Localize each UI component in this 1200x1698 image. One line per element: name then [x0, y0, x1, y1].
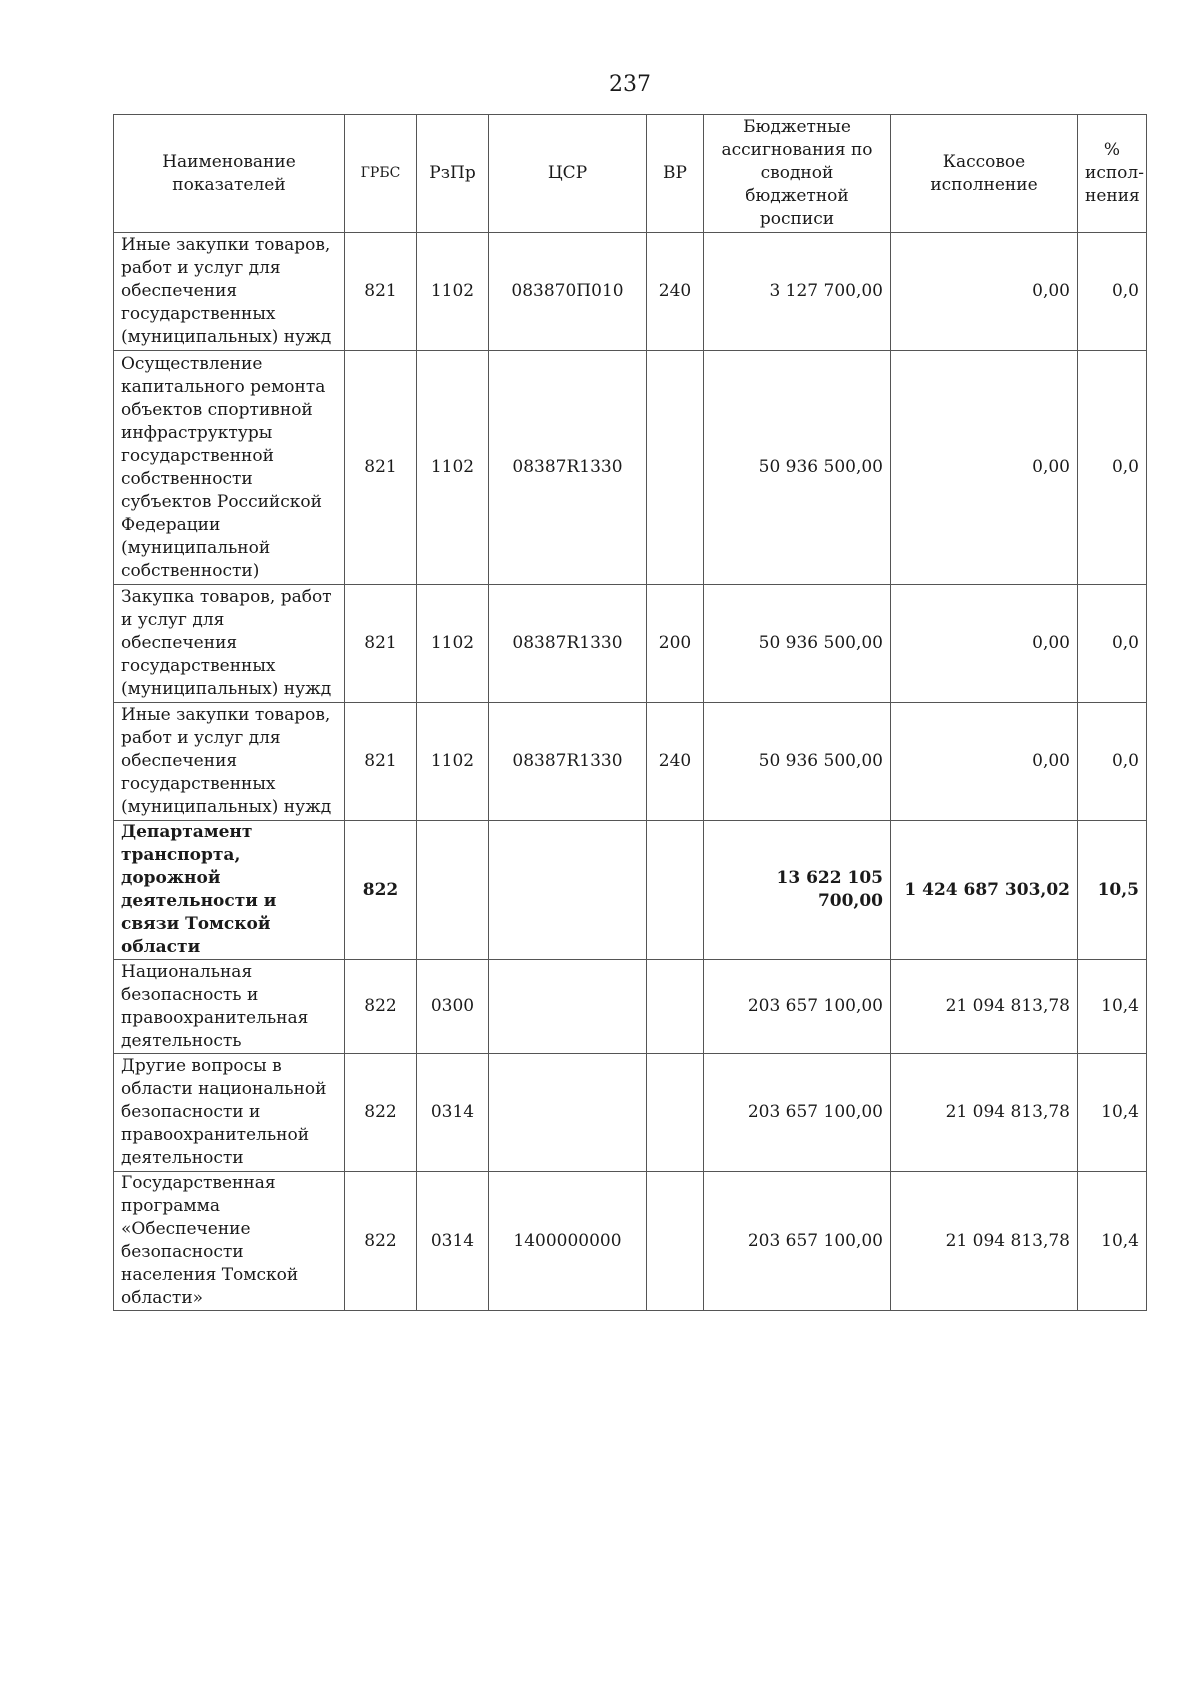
cell-vr: 240 [647, 233, 704, 351]
cell-budget: 50 936 500,00 [704, 585, 891, 703]
header-percent: % испол-нения [1078, 115, 1147, 233]
cell-budget: 13 622 105 700,00 [704, 821, 891, 960]
cell-grbs: 821 [345, 585, 417, 703]
cell-vr [647, 821, 704, 960]
cell-percent: 0,0 [1078, 233, 1147, 351]
cell-csr: 083870П010 [489, 233, 647, 351]
table-row [114, 233, 1147, 351]
cell-grbs: 822 [345, 1054, 417, 1172]
cell-name: Национальная безопасность и правоохранительная деятельность [114, 960, 345, 1054]
cell-percent: 10,4 [1078, 1172, 1147, 1311]
cell-name: Осуществление капитального ремонта объектов спортивной инфраструктуры государственной собственности субъектов Российской Федерации (муниципальной собственности) [114, 351, 345, 585]
header-vr: ВР [647, 115, 704, 233]
cell-csr: 08387R1330 [489, 703, 647, 821]
budget-execution-table [113, 114, 1147, 1311]
cell-csr [489, 960, 647, 1054]
table-row [114, 960, 1147, 1054]
cell-grbs: 822 [345, 960, 417, 1054]
header-csr: ЦСР [489, 115, 647, 233]
cell-csr [489, 1054, 647, 1172]
cell-budget: 50 936 500,00 [704, 703, 891, 821]
table-row [114, 703, 1147, 821]
cell-csr: 1400000000 [489, 1172, 647, 1311]
cell-vr [647, 351, 704, 585]
table-header-row [114, 115, 1147, 233]
cell-percent: 0,0 [1078, 703, 1147, 821]
cell-csr: 08387R1330 [489, 351, 647, 585]
cell-budget: 203 657 100,00 [704, 1054, 891, 1172]
cell-vr [647, 1172, 704, 1311]
cell-rzpr: 1102 [417, 585, 489, 703]
cell-vr [647, 1054, 704, 1172]
cell-csr: 08387R1330 [489, 585, 647, 703]
cell-rzpr: 0314 [417, 1172, 489, 1311]
cell-percent: 10,5 [1078, 821, 1147, 960]
cell-vr [647, 960, 704, 1054]
cell-grbs: 821 [345, 233, 417, 351]
header-budget: Бюджетные ассигнования по сводной бюджетной росписи [704, 115, 891, 233]
cell-cash: 0,00 [891, 703, 1078, 821]
cell-rzpr [417, 821, 489, 960]
cell-percent: 0,0 [1078, 585, 1147, 703]
header-rzpr: РзПр [417, 115, 489, 233]
cell-grbs: 822 [345, 821, 417, 960]
table-row [114, 351, 1147, 585]
table-body [114, 233, 1147, 1311]
cell-rzpr: 1102 [417, 703, 489, 821]
cell-budget: 50 936 500,00 [704, 351, 891, 585]
header-grbs: ГРБС [345, 115, 417, 233]
table-row [114, 1172, 1147, 1311]
cell-name: Департамент транспорта, дорожной деятельности и связи Томской области [114, 821, 345, 960]
cell-name: Закупка товаров, работ и услуг для обеспечения государственных (муниципальных) нужд [114, 585, 345, 703]
cell-cash: 0,00 [891, 585, 1078, 703]
cell-name: Другие вопросы в области национальной безопасности и правоохранительной деятельности [114, 1054, 345, 1172]
cell-percent: 10,4 [1078, 960, 1147, 1054]
cell-grbs: 821 [345, 351, 417, 585]
cell-name: Иные закупки товаров, работ и услуг для обеспечения государственных (муниципальных) нужд [114, 703, 345, 821]
cell-grbs: 821 [345, 703, 417, 821]
cell-vr: 240 [647, 703, 704, 821]
cell-name: Государственная программа «Обеспечение безопасности населения Томской области» [114, 1172, 345, 1311]
cell-name: Иные закупки товаров, работ и услуг для обеспечения государственных (муниципальных) нужд [114, 233, 345, 351]
table-row [114, 1054, 1147, 1172]
cell-rzpr: 0314 [417, 1054, 489, 1172]
cell-rzpr: 0300 [417, 960, 489, 1054]
cell-budget: 203 657 100,00 [704, 1172, 891, 1311]
cell-cash: 0,00 [891, 233, 1078, 351]
cell-cash: 21 094 813,78 [891, 1054, 1078, 1172]
header-name: Наименование показателей [114, 115, 345, 233]
cell-budget: 203 657 100,00 [704, 960, 891, 1054]
cell-rzpr: 1102 [417, 351, 489, 585]
cell-cash: 1 424 687 303,02 [891, 821, 1078, 960]
table-row [114, 821, 1147, 960]
cell-csr [489, 821, 647, 960]
cell-vr: 200 [647, 585, 704, 703]
cell-budget: 3 127 700,00 [704, 233, 891, 351]
header-cash: Кассовое исполнение [891, 115, 1078, 233]
cell-cash: 0,00 [891, 351, 1078, 585]
cell-percent: 10,4 [1078, 1054, 1147, 1172]
page-number: 237 [609, 72, 651, 97]
cell-cash: 21 094 813,78 [891, 960, 1078, 1054]
cell-grbs: 822 [345, 1172, 417, 1311]
cell-cash: 21 094 813,78 [891, 1172, 1078, 1311]
cell-percent: 0,0 [1078, 351, 1147, 585]
cell-rzpr: 1102 [417, 233, 489, 351]
table-row [114, 585, 1147, 703]
